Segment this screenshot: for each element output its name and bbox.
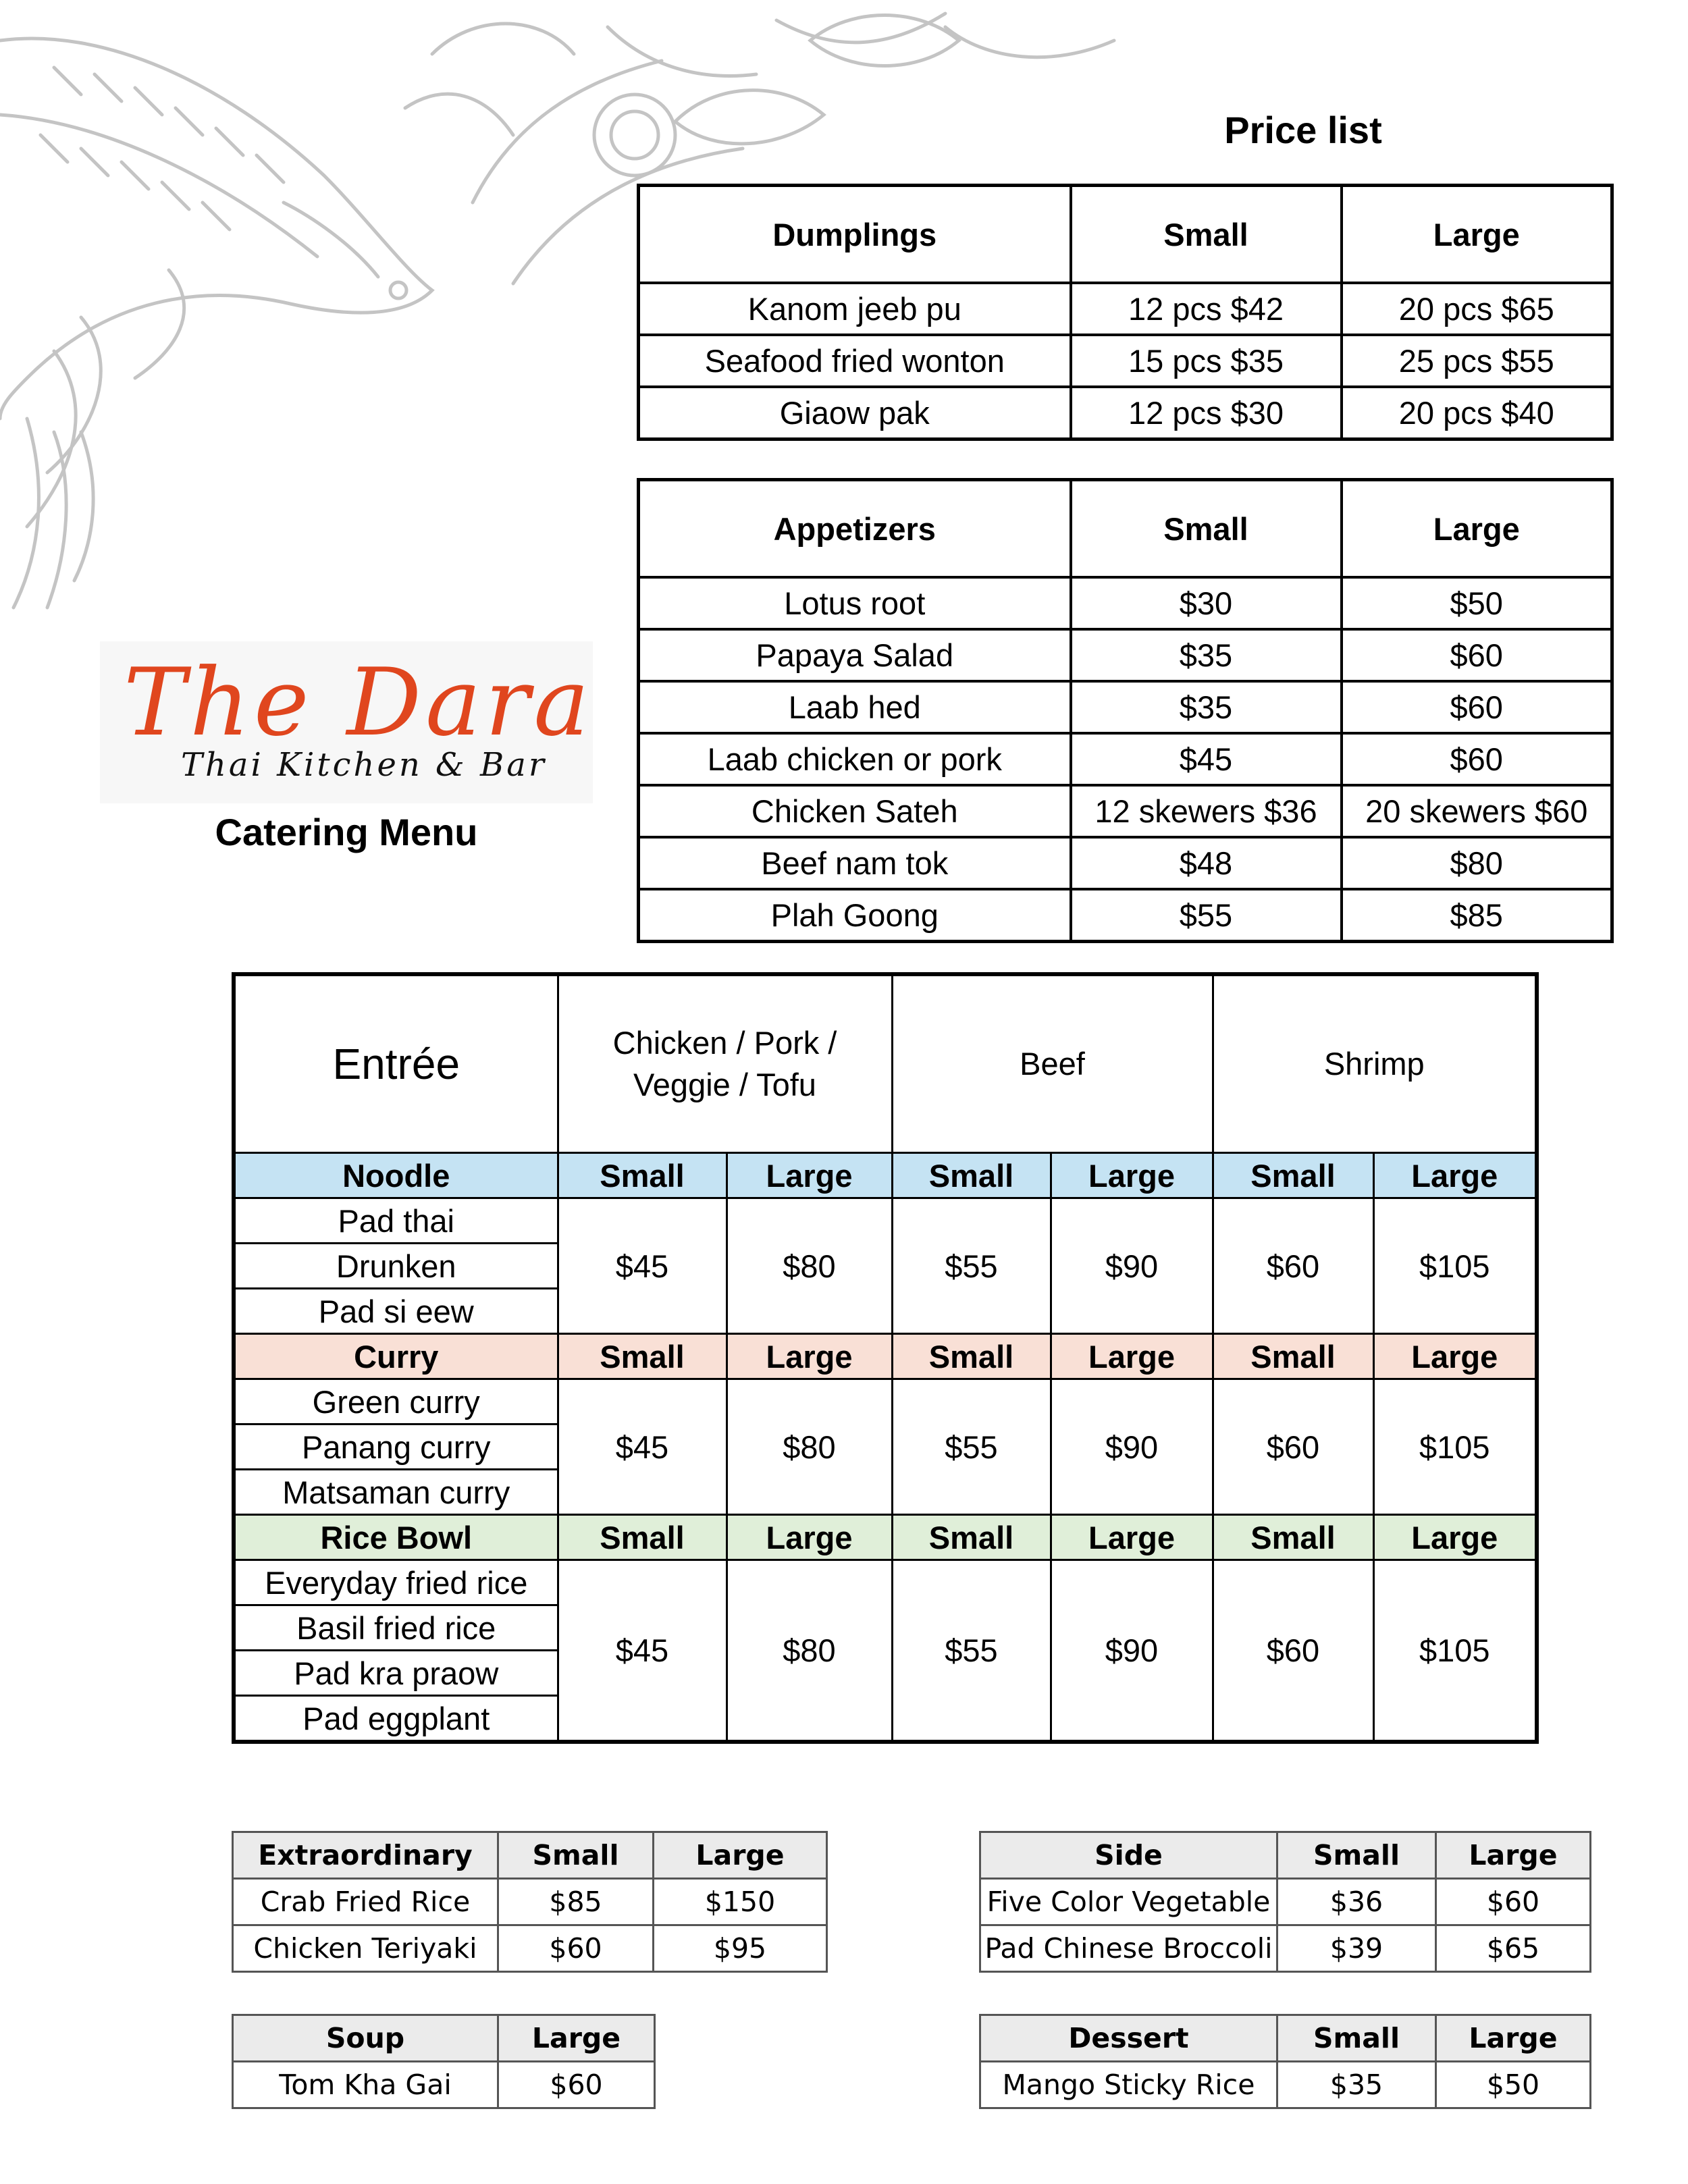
table-row bbox=[980, 2062, 1591, 2108]
price-small: $35 bbox=[1071, 629, 1342, 681]
logo-name: The Dara bbox=[124, 648, 594, 757]
size-small: Small bbox=[558, 1515, 727, 1560]
item-name: Pad kra praow bbox=[234, 1651, 558, 1696]
price-large: 20 pcs $65 bbox=[1342, 283, 1612, 335]
size-large: Large bbox=[1373, 1153, 1537, 1198]
size-small: Small bbox=[892, 1515, 1051, 1560]
price-cell: $105 bbox=[1373, 1198, 1537, 1334]
price-small: 15 pcs $35 bbox=[1071, 335, 1342, 387]
header-cell: Appetizers bbox=[639, 480, 1071, 578]
item-name: Five Color Vegetable bbox=[980, 1879, 1277, 1925]
price-small: $35 bbox=[1071, 681, 1342, 733]
item-name: Drunken bbox=[234, 1244, 558, 1289]
item-name: Basil fried rice bbox=[234, 1605, 558, 1651]
header-cell: Small bbox=[1277, 2015, 1436, 2062]
size-large: Large bbox=[727, 1334, 892, 1379]
catering-title: Catering Menu bbox=[215, 811, 478, 853]
price-cell: $45 bbox=[558, 1198, 727, 1334]
price-small: $30 bbox=[1071, 577, 1342, 629]
price-cell: $60 bbox=[1213, 1560, 1373, 1742]
price-large: $60 bbox=[498, 2062, 655, 2108]
size-large: Large bbox=[1051, 1515, 1213, 1560]
table-row bbox=[639, 785, 1612, 837]
item-name: Seafood fried wonton bbox=[639, 335, 1071, 387]
entree-title: Entrée bbox=[234, 974, 558, 1153]
header-cell: Large bbox=[1342, 186, 1612, 284]
size-large: Large bbox=[1373, 1334, 1537, 1379]
table-header-row bbox=[639, 480, 1612, 578]
price-large: $50 bbox=[1342, 577, 1612, 629]
header-cell: Soup bbox=[233, 2015, 498, 2062]
price-cell: $105 bbox=[1373, 1560, 1537, 1742]
price-cell: $90 bbox=[1051, 1379, 1213, 1515]
price-cell: $55 bbox=[892, 1198, 1051, 1334]
item-name: Everyday fried rice bbox=[234, 1560, 558, 1605]
header-cell: Large bbox=[498, 2015, 655, 2062]
price-small: 12 pcs $42 bbox=[1071, 283, 1342, 335]
price-large: 20 pcs $40 bbox=[1342, 387, 1612, 440]
table-row bbox=[639, 387, 1612, 440]
table-row bbox=[234, 1198, 1537, 1244]
size-large: Large bbox=[727, 1515, 892, 1560]
header-cell: Small bbox=[1277, 1832, 1436, 1879]
item-name: Mango Sticky Rice bbox=[980, 2062, 1277, 2108]
table-row bbox=[639, 889, 1612, 942]
header-cell: Large bbox=[1436, 1832, 1591, 1879]
item-name: Chicken Sateh bbox=[639, 785, 1071, 837]
price-cell: $90 bbox=[1051, 1560, 1213, 1742]
price-cell: $45 bbox=[558, 1560, 727, 1742]
table-row bbox=[639, 733, 1612, 785]
size-small: Small bbox=[1213, 1334, 1373, 1379]
header-cell: Dessert bbox=[980, 2015, 1277, 2062]
size-small: Small bbox=[558, 1334, 727, 1379]
header-cell: Small bbox=[498, 1832, 654, 1879]
dessert-table bbox=[979, 2014, 1591, 2109]
item-name: Green curry bbox=[234, 1379, 558, 1424]
price-large: $60 bbox=[1436, 1879, 1591, 1925]
price-large: $85 bbox=[1342, 889, 1612, 942]
header-cell: Large bbox=[654, 1832, 827, 1879]
item-name: Beef nam tok bbox=[639, 837, 1071, 889]
price-cell: $60 bbox=[1213, 1198, 1373, 1334]
price-cell: $45 bbox=[558, 1379, 727, 1515]
entree-header-row bbox=[234, 974, 1537, 1153]
item-name: Crab Fried Rice bbox=[233, 1879, 498, 1925]
table-header-row bbox=[980, 1832, 1591, 1879]
price-small: $45 bbox=[1071, 733, 1342, 785]
price-cell: $55 bbox=[892, 1379, 1051, 1515]
extraordinary-table bbox=[232, 1831, 828, 1973]
item-name: Laab chicken or pork bbox=[639, 733, 1071, 785]
header-cell: Large bbox=[1342, 480, 1612, 578]
price-large: $60 bbox=[1342, 733, 1612, 785]
size-small: Small bbox=[892, 1334, 1051, 1379]
table-header-row bbox=[639, 186, 1612, 284]
price-large: $150 bbox=[654, 1879, 827, 1925]
section-title: Rice Bowl bbox=[234, 1515, 558, 1560]
table-header-row bbox=[233, 1832, 827, 1879]
price-small: 12 pcs $30 bbox=[1071, 387, 1342, 440]
item-name: Pad Chinese Broccoli bbox=[980, 1925, 1277, 1972]
table-row bbox=[233, 2062, 655, 2108]
item-name: Plah Goong bbox=[639, 889, 1071, 942]
side-table bbox=[979, 1831, 1591, 1973]
dumplings-table bbox=[637, 184, 1614, 441]
table-row bbox=[639, 681, 1612, 733]
price-cell: $60 bbox=[1213, 1379, 1373, 1515]
item-name: Panang curry bbox=[234, 1424, 558, 1470]
table-row bbox=[639, 577, 1612, 629]
size-large: Large bbox=[1051, 1334, 1213, 1379]
header-cell: Small bbox=[1071, 186, 1342, 284]
table-row bbox=[639, 629, 1612, 681]
header-cell: Large bbox=[1436, 2015, 1591, 2062]
item-name: Kanom jeeb pu bbox=[639, 283, 1071, 335]
price-cell: $80 bbox=[727, 1198, 892, 1334]
soup-table bbox=[232, 2014, 656, 2109]
price-large: $60 bbox=[1342, 629, 1612, 681]
table-row bbox=[233, 1879, 827, 1925]
section-header-rice-bowl bbox=[234, 1515, 1537, 1560]
header-cell: Dumplings bbox=[639, 186, 1071, 284]
price-large: $50 bbox=[1436, 2062, 1591, 2108]
price-list-title: Price list bbox=[1224, 109, 1382, 151]
item-name: Tom Kha Gai bbox=[233, 2062, 498, 2108]
section-title: Noodle bbox=[234, 1153, 558, 1198]
restaurant-logo bbox=[100, 641, 593, 803]
table-row bbox=[639, 837, 1612, 889]
protein-beef: Beef bbox=[892, 974, 1213, 1153]
table-row bbox=[980, 1925, 1591, 1972]
price-small: 12 skewers $36 bbox=[1071, 785, 1342, 837]
price-small: $55 bbox=[1071, 889, 1342, 942]
size-small: Small bbox=[558, 1153, 727, 1198]
table-row bbox=[639, 335, 1612, 387]
item-name: Papaya Salad bbox=[639, 629, 1071, 681]
price-small: $60 bbox=[498, 1925, 654, 1972]
price-large: $65 bbox=[1436, 1925, 1591, 1972]
item-name: Matsaman curry bbox=[234, 1470, 558, 1515]
header-cell: Extraordinary bbox=[233, 1832, 498, 1879]
table-header-row bbox=[980, 2015, 1591, 2062]
price-cell: $80 bbox=[727, 1560, 892, 1742]
item-name: Pad thai bbox=[234, 1198, 558, 1244]
table-row bbox=[233, 1925, 827, 1972]
size-large: Large bbox=[1051, 1153, 1213, 1198]
table-row bbox=[980, 1879, 1591, 1925]
price-large: 20 skewers $60 bbox=[1342, 785, 1612, 837]
section-title: Curry bbox=[234, 1334, 558, 1379]
price-small: $48 bbox=[1071, 837, 1342, 889]
appetizers-table bbox=[637, 478, 1614, 943]
price-small: $39 bbox=[1277, 1925, 1436, 1972]
table-row bbox=[639, 283, 1612, 335]
size-small: Small bbox=[1213, 1515, 1373, 1560]
price-small: $85 bbox=[498, 1879, 654, 1925]
table-header-row bbox=[233, 2015, 655, 2062]
price-cell: $105 bbox=[1373, 1379, 1537, 1515]
price-large: $95 bbox=[654, 1925, 827, 1972]
header-cell: Side bbox=[980, 1832, 1277, 1879]
protein-chicken-pork-veggie-tofu: Chicken / Pork / Veggie / Tofu bbox=[558, 974, 892, 1153]
size-large: Large bbox=[1373, 1515, 1537, 1560]
price-large: $60 bbox=[1342, 681, 1612, 733]
price-small: $35 bbox=[1277, 2062, 1436, 2108]
protein-shrimp: Shrimp bbox=[1213, 974, 1537, 1153]
price-cell: $90 bbox=[1051, 1198, 1213, 1334]
price-cell: $55 bbox=[892, 1560, 1051, 1742]
section-header-noodle bbox=[234, 1153, 1537, 1198]
item-name: Chicken Teriyaki bbox=[233, 1925, 498, 1972]
item-name: Giaow pak bbox=[639, 387, 1071, 440]
price-small: $36 bbox=[1277, 1879, 1436, 1925]
section-header-curry bbox=[234, 1334, 1537, 1379]
table-row bbox=[234, 1560, 1537, 1605]
logo-tagline: Thai Kitchen & Bar bbox=[181, 746, 547, 784]
size-large: Large bbox=[727, 1153, 892, 1198]
size-small: Small bbox=[892, 1153, 1051, 1198]
price-cell: $80 bbox=[727, 1379, 892, 1515]
item-name: Laab hed bbox=[639, 681, 1071, 733]
item-name: Pad si eew bbox=[234, 1289, 558, 1334]
item-name: Lotus root bbox=[639, 577, 1071, 629]
entree-table bbox=[232, 972, 1539, 1744]
table-row bbox=[234, 1379, 1537, 1424]
item-name: Pad eggplant bbox=[234, 1696, 558, 1742]
header-cell: Small bbox=[1071, 480, 1342, 578]
size-small: Small bbox=[1213, 1153, 1373, 1198]
price-large: $80 bbox=[1342, 837, 1612, 889]
price-large: 25 pcs $55 bbox=[1342, 335, 1612, 387]
